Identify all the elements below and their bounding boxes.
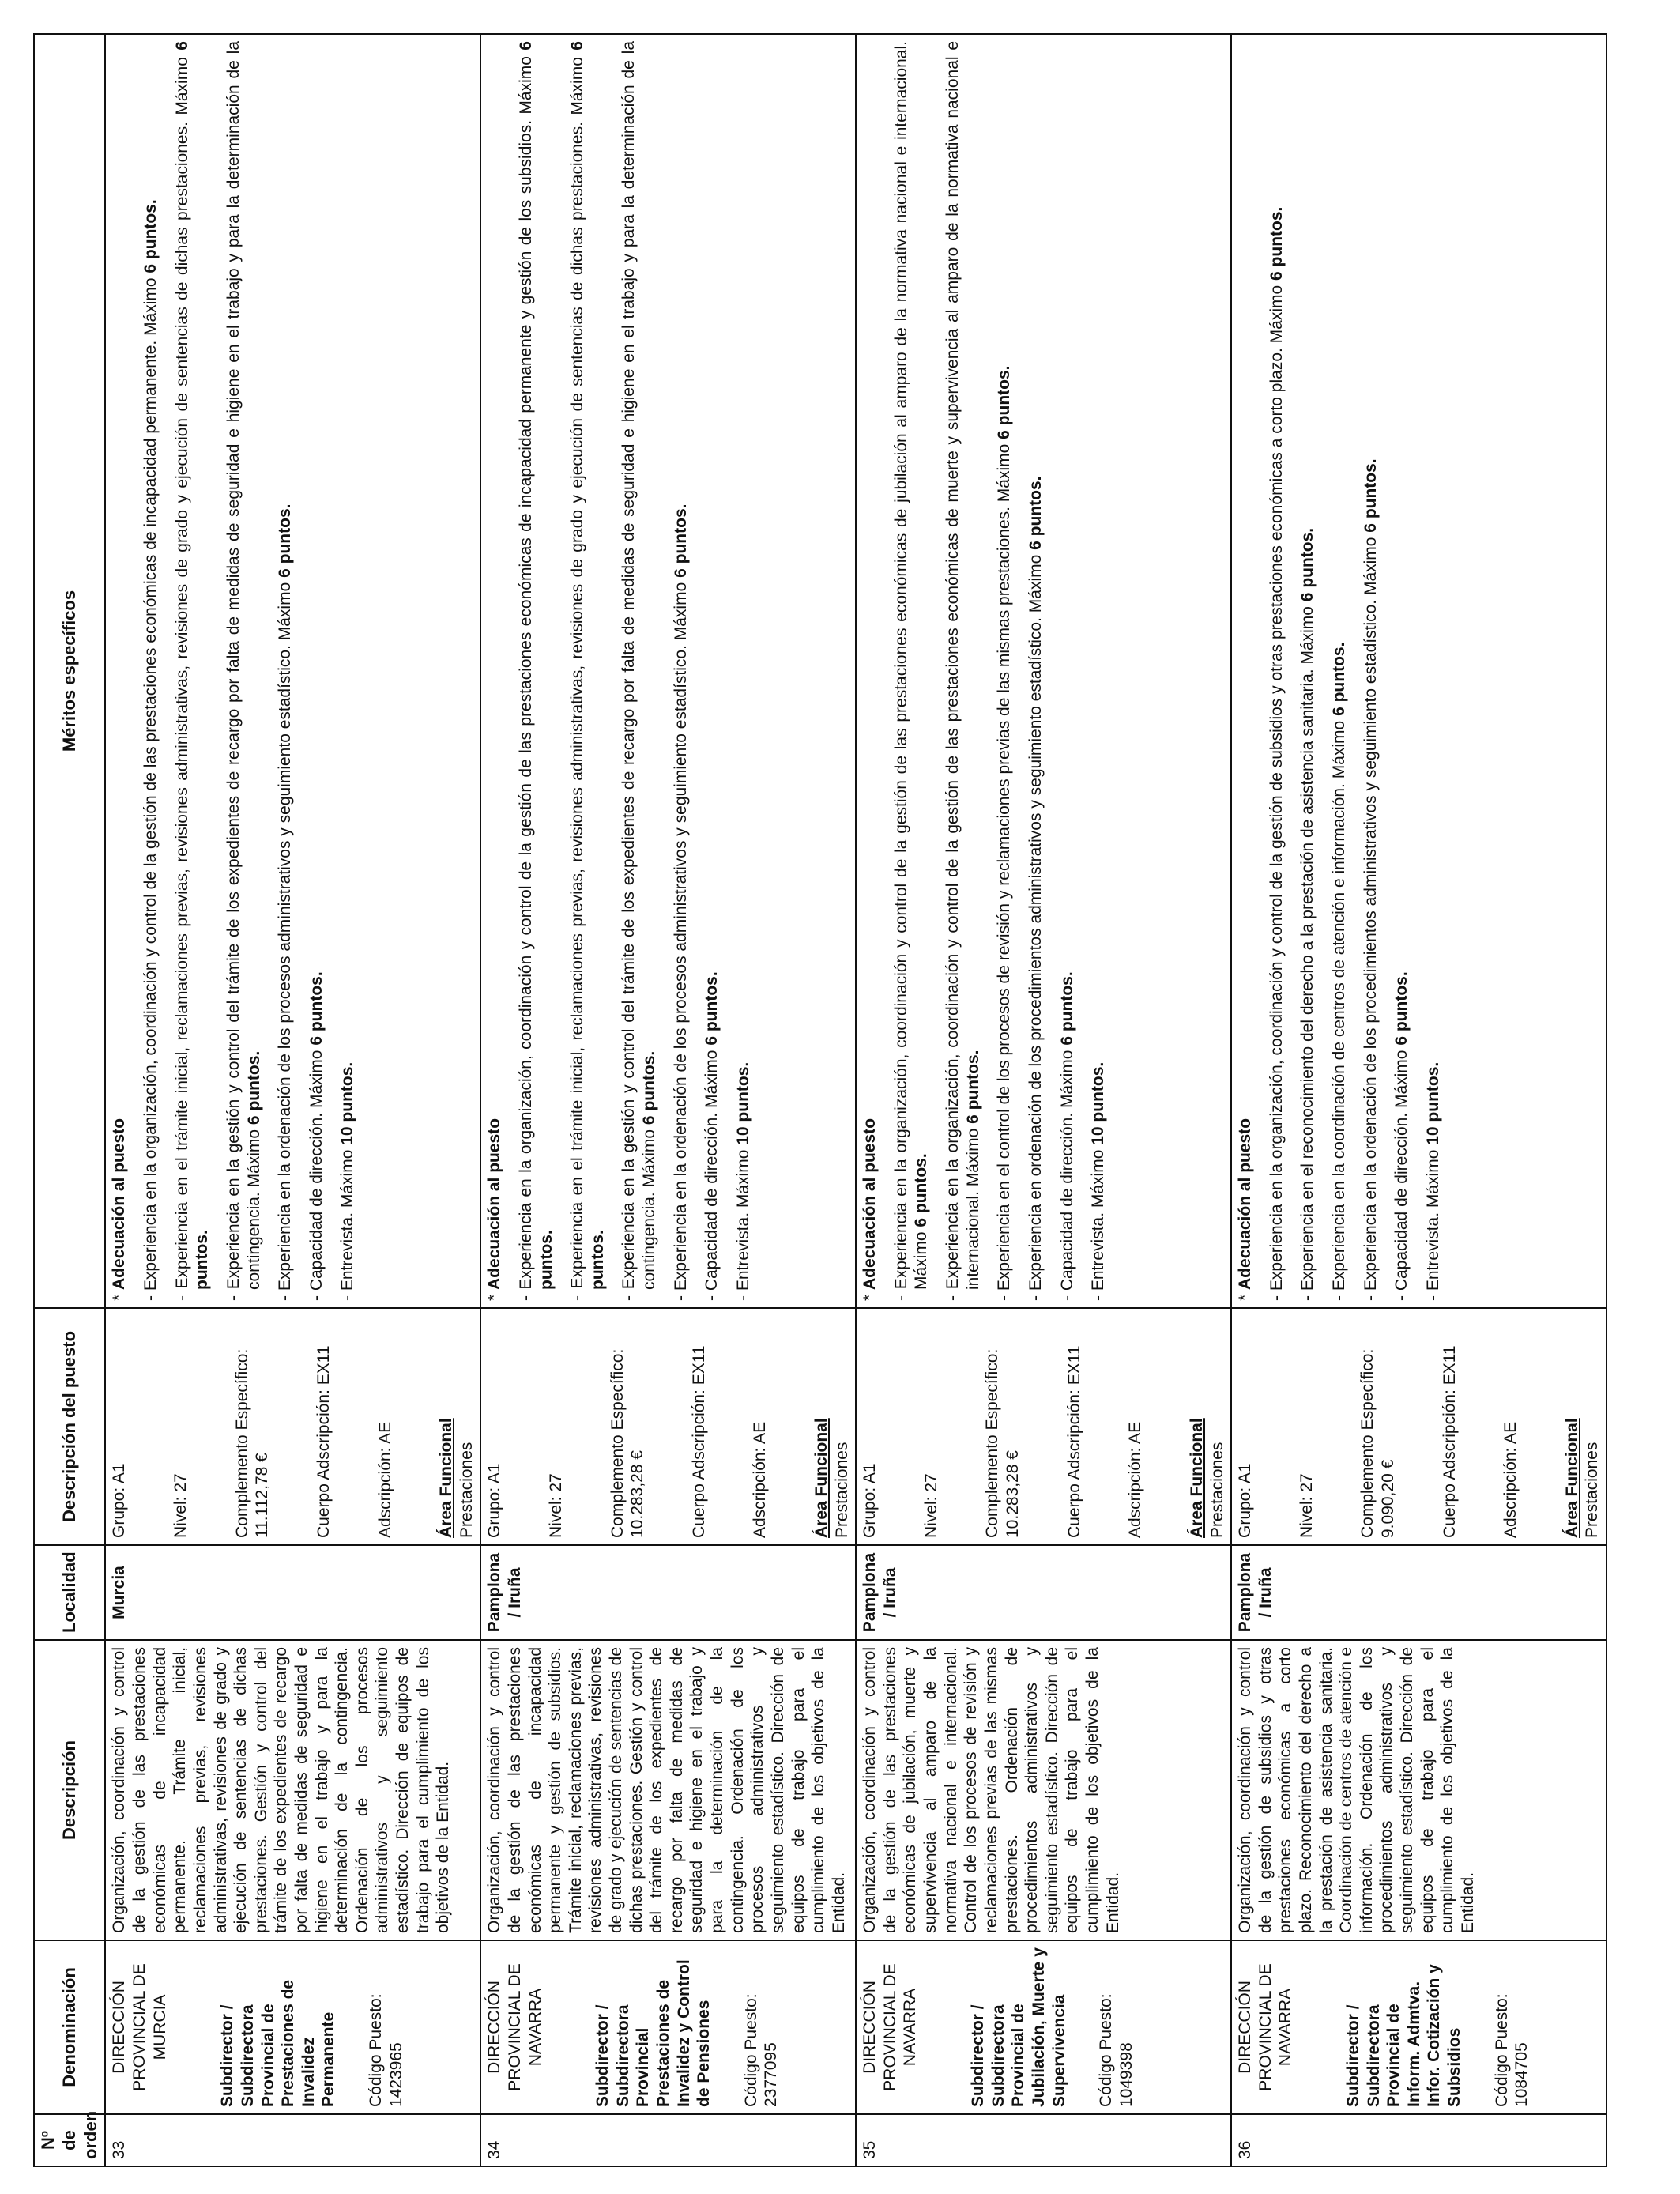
merito-text: - Experiencia en la organización, coordinación y control de la gestión de las prestaciones económicas de jubilación al amparo de la normativa nacional e internacional. Máximo (891, 41, 931, 1301)
subdirector-title: Subdirector / Subdirectora Provincial de Prestaciones de Invalidez Permanente (218, 1979, 338, 2107)
meritos-list (516, 41, 753, 1301)
merito-text: - Experiencia en la organización, coordinación y control de la gestión de las prestaciones económicas de incapacidad permanente y gestión de los subsidios. Máximo (516, 50, 535, 1301)
header-descripcion-puesto: Descripción del puesto (34, 1308, 105, 1545)
grupo: Grupo: A1 (485, 1463, 504, 1538)
merito-item (943, 41, 983, 1301)
table-row (480, 34, 856, 2166)
merito-points: 6 puntos. (244, 1050, 263, 1125)
codigo-puesto: Código Puesto: 1423965 (366, 1993, 405, 2107)
direccion-provincial: DIRECCIÓN PROVINCIAL DE MURCIA (110, 1963, 169, 2091)
merito-points: 6 puntos. (307, 971, 326, 1046)
orden-number: 36 (1236, 2140, 1255, 2159)
grupo: Grupo: A1 (861, 1463, 880, 1538)
merito-points: 10 puntos. (1423, 1061, 1442, 1145)
table-row (1231, 34, 1607, 2166)
denominacion-cell (856, 1940, 1231, 2114)
merito-text: - Capacidad de dirección. Máximo (703, 1045, 721, 1301)
merito-points: 6 puntos. (1329, 642, 1348, 716)
table-row (856, 34, 1231, 2166)
descripcion-puesto-cell (105, 1308, 480, 1545)
descripcion-puesto-cell (1231, 1308, 1607, 1545)
merito-text: - Entrevista. Máximo (733, 1144, 752, 1301)
merito-points: 6 puntos. (1392, 971, 1411, 1046)
merito-item (1361, 41, 1381, 1301)
merito-text: - Experiencia en ordenación de los procedimientos administrativos y seguimiento estadístico. Máximo (1026, 549, 1045, 1301)
subdirector-title: Subdirector / Subdirectora Provincial de Inform. Admtva. Infor. Cotización y Subsidios (1343, 1964, 1463, 2107)
meritos-heading: * Adecuación al puesto (1236, 1118, 1255, 1301)
localidad-text: Pamplona / Iruña (1236, 1552, 1275, 1633)
meritos-cell (1231, 34, 1607, 1308)
codigo-puesto: Código Puesto: 1049398 (1097, 1993, 1136, 2107)
meritos-list (141, 41, 358, 1301)
header-orden: Nº de orden (34, 2114, 105, 2166)
header-descripcion: Descripción (34, 1640, 105, 1940)
merito-item (516, 41, 556, 1301)
merito-item (224, 41, 264, 1301)
merito-points: 6 puntos. (1361, 458, 1380, 533)
localidad-text: Pamplona / Iruña (485, 1552, 524, 1633)
merito-item (1267, 41, 1287, 1301)
area-funcional-label: Área Funcional (1187, 1418, 1206, 1538)
nivel: Nivel: 27 (1297, 1473, 1316, 1538)
direccion-provincial: DIRECCIÓN PROVINCIAL DE NAVARRA (861, 1963, 920, 2091)
merito-points: 6 puntos. (568, 41, 607, 1290)
meritos-heading: * Adecuación al puesto (110, 1118, 129, 1301)
descripcion-cell (856, 1640, 1231, 1940)
adscripcion: Adscripción: AE (1501, 1421, 1520, 1538)
area-funcional-value: Prestaciones (1583, 1442, 1602, 1538)
meritos-heading: * Adecuación al puesto (485, 1118, 504, 1301)
area-funcional-label: Área Funcional (1562, 1418, 1581, 1538)
merito-item (1423, 41, 1444, 1301)
cuerpo-adscripcion: Cuerpo Adscripción: EX11 (689, 1345, 708, 1538)
merito-item (1298, 41, 1318, 1301)
merito-item (567, 41, 608, 1301)
merito-text: - Experiencia en el reconocimiento del derecho a la prestación de asistencia sanitaria. Máximo (1298, 601, 1317, 1301)
codigo-puesto: Código Puesto: 1084705 (1492, 1993, 1531, 2107)
merito-item (733, 41, 754, 1301)
meritos-title: Adecuación al puesto (110, 1118, 129, 1290)
nivel: Nivel: 27 (921, 1473, 940, 1538)
complemento-especifico: Complemento Específico: 9.090,20 € (1358, 1348, 1397, 1538)
descripcion-text: Organización, coordinación y control de la gestión de las prestaciones económicas de incapacidad permanente. Trámite inicial, reclamaciones previas, revisiones administrativas, revisiones de grado y ejecución de sentencias de dichas prestaciones. Gestión y control del trámite de los expedientes de recargo por falta de medidas de seguridad e higiene en el trabajo y para la determinación de la contingencia. Ordenación de los procesos administrativos y seguimiento estadístico. Dirección de equipos de trabajo para el cumplimiento de los objetivos de la Entidad. (110, 1647, 453, 1933)
meritos-title: Adecuación al puesto (861, 1118, 880, 1290)
positions-table (33, 33, 1607, 2167)
merito-text: - Experiencia en el trámite inicial, reclamaciones previas, revisiones administrativas, revisiones de grado y ejecución de sentencias de dichas prestaciones. Máximo (568, 50, 587, 1301)
localidad-cell (856, 1545, 1231, 1640)
nivel: Nivel: 27 (171, 1473, 190, 1538)
orden-cell (105, 2114, 480, 2166)
meritos-heading: * Adecuación al puesto (861, 1118, 880, 1301)
merito-text: - Experiencia en la organización, coordinación y control de la gestión de las prestaciones económicas de muerte y supervivencia al amparo de la normativa nacional e internacional. Máximo (944, 41, 982, 1301)
merito-item (172, 41, 213, 1301)
adscripcion: Adscripción: AE (751, 1421, 770, 1538)
localidad-cell (480, 1545, 856, 1640)
descripcion-cell (480, 1640, 856, 1940)
merito-item (1329, 41, 1350, 1301)
merito-text: - Experiencia en la ordenación de los procesos administrativos y seguimiento estadístico. Máximo (276, 577, 295, 1301)
header-localidad: Localidad (34, 1545, 105, 1640)
merito-points: 6 puntos. (172, 41, 212, 1290)
meritos-cell (480, 34, 856, 1308)
merito-text: - Experiencia en la ordenación de los procesos administrativos y seguimiento estadístico. Máximo (671, 577, 690, 1301)
subdirector-title: Subdirector / Subdirectora Provincial de Jubilación, Muerte y Supervivencia (969, 1947, 1068, 2107)
merito-text: - Entrevista. Máximo (1423, 1144, 1442, 1301)
merito-text: - Experiencia en la organización, coordinación y control de la gestión de subsidios y otras prestaciones económicas a corto plazo. Máximo (1267, 280, 1286, 1301)
merito-points: 6 puntos. (1057, 971, 1076, 1046)
merito-item (1088, 41, 1109, 1301)
merito-text: - Experiencia en la gestión y control del trámite de los expedientes de recargo por falta de medidas de seguridad e higiene en el trabajo y para la determinación de la contingencia. Máximo (620, 41, 659, 1301)
merito-text: - Experiencia en la gestión y control del trámite de los expedientes de recargo por falta de medidas de seguridad e higiene en el trabajo y para la determinación de la contingencia. Máximo (224, 41, 263, 1301)
merito-text: - Experiencia en la ordenación de los procedimientos administrativos y seguimiento estadístico. Máximo (1361, 532, 1380, 1301)
merito-points: 6 puntos. (276, 503, 295, 578)
orden-cell (1231, 2114, 1607, 2166)
descripcion-cell (105, 1640, 480, 1940)
orden-cell (856, 2114, 1231, 2166)
meritos-list (891, 41, 1109, 1301)
merito-text: - Entrevista. Máximo (338, 1144, 357, 1301)
merito-text: - Capacidad de dirección. Máximo (1392, 1045, 1411, 1301)
meritos-title: Adecuación al puesto (485, 1118, 504, 1290)
complemento-especifico: Complemento Específico: 10.283,28 € (983, 1348, 1023, 1538)
merito-text: - Capacidad de dirección. Máximo (1057, 1045, 1076, 1301)
merito-text: - Entrevista. Máximo (1089, 1144, 1108, 1301)
descripcion-puesto-cell (856, 1308, 1231, 1545)
meritos-title: Adecuación al puesto (1236, 1118, 1255, 1290)
localidad-cell (1231, 1545, 1607, 1640)
header-denominacion: Denominación (34, 1940, 105, 2114)
orden-number: 35 (861, 2140, 880, 2159)
meritos-cell (856, 34, 1231, 1308)
descripcion-puesto-cell (480, 1308, 856, 1545)
codigo-puesto: Código Puesto: 2377095 (741, 1993, 781, 2107)
merito-text: - Experiencia en la coordinación de centros de atención e información. Máximo (1329, 715, 1348, 1301)
descripcion-text: Organización, coordinación y control de la gestión de subsidios y otras prestaciones económicas a corto plazo. Reconocimiento del derecho a la prestación de asistencia sanitaria. Coordinación de centros de atención e información. Ordenación de los procedimientos administrativos y seguimiento estadístico. Dirección de equipos de trabajo para el cumplimiento de los objetivos de la Entidad. (1236, 1647, 1477, 1933)
cuerpo-adscripcion: Cuerpo Adscripción: EX11 (1440, 1345, 1459, 1538)
merito-points: 6 puntos. (995, 365, 1014, 439)
area-funcional-label: Área Funcional (812, 1418, 831, 1538)
descripcion-cell (1231, 1640, 1607, 1940)
merito-points: 6 puntos. (1267, 206, 1286, 281)
denominacion-cell (480, 1940, 856, 2114)
descripcion-text: Organización, coordinación y control de la gestión de las prestaciones económicas de jubilación, muerte y supervivencia al amparo de la normativa nacional e internacional. Control de los procesos de revisión y reclamaciones previas de las mismas prestaciones. Ordenación de procedimientos administrativos y seguimiento estadístico. Dirección de equipos de trabajo para el cumplimiento de los objetivos de la Entidad. (861, 1647, 1122, 1933)
header-row (34, 34, 105, 2166)
cuerpo-adscripcion: Cuerpo Adscripción: EX11 (314, 1345, 333, 1538)
merito-item (891, 41, 932, 1301)
merito-item (702, 41, 722, 1301)
adscripcion: Adscripción: AE (1126, 1421, 1145, 1538)
meritos-cell (105, 34, 480, 1308)
merito-text: - Capacidad de dirección. Máximo (307, 1045, 326, 1301)
merito-points: 6 puntos. (671, 503, 690, 578)
adscripcion: Adscripción: AE (375, 1421, 394, 1538)
merito-item (275, 41, 296, 1301)
localidad-text: Pamplona / Iruña (861, 1552, 899, 1633)
orden-number: 34 (485, 2140, 504, 2159)
merito-item (1392, 41, 1412, 1301)
localidad-text: Murcia (110, 1566, 129, 1619)
merito-points: 6 puntos. (703, 971, 721, 1046)
header-meritos: Méritos específicos (34, 34, 105, 1308)
localidad-cell (105, 1545, 480, 1640)
merito-item (1057, 41, 1078, 1301)
merito-text: - Experiencia en el trámite inicial, reclamaciones previas, revisiones administrativas, revisiones de grado y ejecución de sentencias de dichas prestaciones. Máximo (172, 50, 191, 1301)
area-funcional-value: Prestaciones (832, 1442, 851, 1538)
merito-points: 10 puntos. (338, 1061, 357, 1145)
merito-points: 10 puntos. (1089, 1061, 1108, 1145)
direccion-provincial: DIRECCIÓN PROVINCIAL DE NAVARRA (485, 1963, 544, 2091)
merito-points: 6 puntos. (912, 1153, 931, 1227)
merito-item (619, 41, 659, 1301)
merito-item (671, 41, 691, 1301)
merito-text: - Experiencia en el control de los procesos de revisión y reclamaciones previas de las mismas prestaciones. Máximo (995, 439, 1014, 1301)
descripcion-text: Organización, coordinación y control de la gestión de las prestaciones económicas de incapacidad permanente y gestión de subsidios. Trámite inicial, reclamaciones previas, revisiones administrativas, revisiones de grado y ejecución de sentencias de dichas prestaciones. Gestión y control del trámite de los expedientes de recargo por falta de medidas de seguridad e higiene en el trabajo y para la determinación de la contingencia. Ordenación de los procesos administrativos y seguimiento estadístico. Dirección de equipos de trabajo para el cumplimiento de los objetivos de la Entidad. (485, 1647, 848, 1933)
merito-points: 6 puntos. (640, 1050, 659, 1125)
merito-item (141, 41, 161, 1301)
denominacion-cell (1231, 1940, 1607, 2114)
merito-item (994, 41, 1015, 1301)
merito-points: 10 puntos. (733, 1061, 752, 1145)
complemento-especifico: Complemento Específico: 11.112,78 € (232, 1348, 272, 1538)
orden-cell (480, 2114, 856, 2166)
merito-points: 6 puntos. (1298, 527, 1317, 602)
nivel: Nivel: 27 (546, 1473, 565, 1538)
denominacion-cell (105, 1940, 480, 2114)
complemento-especifico: Complemento Específico: 10.283,28 € (608, 1348, 647, 1538)
rotated-page (33, 33, 1602, 2167)
direccion-provincial: DIRECCIÓN PROVINCIAL DE NAVARRA (1236, 1963, 1295, 2091)
merito-points: 6 puntos. (141, 199, 160, 273)
meritos-list (1267, 41, 1444, 1301)
merito-item (307, 41, 327, 1301)
area-funcional-value: Prestaciones (457, 1442, 476, 1538)
table-row (105, 34, 480, 2166)
grupo: Grupo: A1 (1236, 1463, 1255, 1538)
area-funcional-label: Área Funcional (437, 1418, 456, 1538)
area-funcional-value: Prestaciones (1207, 1442, 1226, 1538)
merito-text: - Experiencia en la organización, coordinación y control de la gestión de las prestaciones económicas de incapacidad permanente. Máximo (141, 273, 160, 1301)
subdirector-title: Subdirector / Subdirectora Provincial Prestaciones de Invalidez y Control de Pensiones (593, 1959, 714, 2107)
orden-number: 33 (110, 2140, 129, 2159)
merito-points: 6 puntos. (516, 41, 556, 1290)
merito-points: 6 puntos. (1026, 476, 1045, 550)
merito-points: 6 puntos. (963, 1050, 982, 1124)
merito-item (337, 41, 358, 1301)
grupo: Grupo: A1 (110, 1463, 129, 1538)
merito-item (1026, 41, 1046, 1301)
cuerpo-adscripcion: Cuerpo Adscripción: EX11 (1064, 1345, 1083, 1538)
